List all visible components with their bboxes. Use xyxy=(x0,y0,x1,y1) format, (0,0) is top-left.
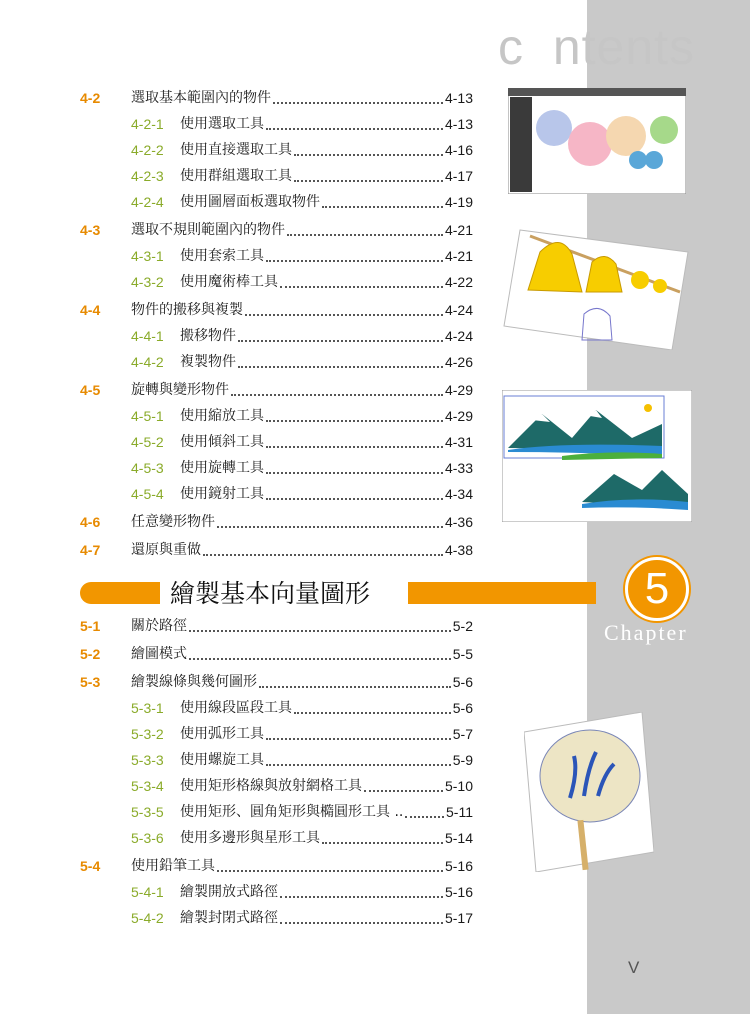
toc-title: 還原與重做 xyxy=(131,542,201,558)
toc-number: 4-2-2 xyxy=(131,142,164,158)
toc-title: 繪製線條與幾何圖形 xyxy=(131,674,257,690)
toc-page: 4-16 xyxy=(444,142,473,158)
toc-number: 5-3 xyxy=(80,674,101,690)
toc-number: 5-4-2 xyxy=(131,910,164,926)
toc-page: 4-24 xyxy=(444,328,473,344)
toc-title: 繪製開放式路徑 xyxy=(180,884,278,900)
chapter-label: Chapter xyxy=(604,620,688,645)
toc-leader-dots xyxy=(259,686,451,688)
toc-number: 4-5-3 xyxy=(131,460,164,476)
toc-number: 5-3-2 xyxy=(131,726,164,742)
mountains-illustration xyxy=(502,390,692,522)
toc-section xyxy=(0,616,750,636)
toc-title: 使用魔術棒工具 xyxy=(180,274,278,290)
toc-number: 5-3-6 xyxy=(131,830,164,846)
toc-title: 選取不規則範圍內的物件 xyxy=(131,222,285,238)
chapter-number-badge: 5 xyxy=(625,557,689,621)
toc-leader-dots xyxy=(266,738,451,740)
toc-page: 4-26 xyxy=(444,354,473,370)
toc-page: 4-13 xyxy=(444,116,473,132)
toc-number: 5-3-3 xyxy=(131,752,164,768)
chapter-title: 繪製基本向量圖形 xyxy=(170,579,371,608)
toc-leader-dots xyxy=(364,790,443,792)
toc-number: 4-6 xyxy=(80,514,101,530)
toc-title: 使用線段區段工具 xyxy=(180,700,292,716)
toc-title: 旋轉與變形物件 xyxy=(131,382,229,398)
toc-number: 4-2 xyxy=(80,90,101,106)
toc-number: 4-3-2 xyxy=(131,274,164,290)
toc-leader-dots xyxy=(266,128,443,130)
toc-number: 4-5 xyxy=(80,382,101,398)
toc-title: 使用套索工具 xyxy=(180,248,264,264)
toc-title: 使用螺旋工具 xyxy=(180,752,264,768)
toc-leader-dots xyxy=(287,234,443,236)
toc-title: 搬移物件 xyxy=(180,328,236,344)
toc-title: 使用傾斜工具 xyxy=(180,434,264,450)
toc-subsection xyxy=(0,352,750,372)
toc-number: 4-3-1 xyxy=(131,248,164,264)
toc-page: 5-2 xyxy=(452,618,473,634)
toc-title: 使用弧形工具 xyxy=(180,726,264,742)
toc-number: 4-5-1 xyxy=(131,408,164,424)
toc-page: 5-9 xyxy=(452,752,473,768)
toc-page: 5-6 xyxy=(452,674,473,690)
toc-title: 使用選取工具 xyxy=(180,116,264,132)
toc-number: 4-7 xyxy=(80,542,101,558)
toc-leader-dots xyxy=(217,870,443,872)
toc-title: 使用群組選取工具 xyxy=(180,168,292,184)
toc-leader-dots xyxy=(322,842,443,844)
toc-title: 使用矩形格線與放射網格工具 xyxy=(180,778,362,794)
chapter-bar-right xyxy=(408,582,596,604)
toc-page: 4-36 xyxy=(444,514,473,530)
toc-number: 5-4 xyxy=(80,858,101,874)
toc-number: 4-5-2 xyxy=(131,434,164,450)
toc-page: 4-22 xyxy=(444,274,473,290)
toc-leader-dots xyxy=(203,554,443,556)
toc-leader-dots xyxy=(217,526,443,528)
toc-page: 4-19 xyxy=(444,194,473,210)
toc-section xyxy=(0,644,750,664)
fan-illustration xyxy=(524,712,654,872)
toc-section xyxy=(0,672,750,692)
toc-number: 5-1 xyxy=(80,618,101,634)
toc-page: 4-21 xyxy=(444,248,473,264)
toc-leader-dots xyxy=(266,764,451,766)
toc-page: 4-13 xyxy=(444,90,473,106)
toc-number: 5-3-5 xyxy=(131,804,164,820)
toc-page: 5-5 xyxy=(452,646,473,662)
toc-leader-dots xyxy=(266,446,443,448)
toc-leader-dots xyxy=(294,180,443,182)
toc-number: 4-4 xyxy=(80,302,101,318)
toc-page: 4-29 xyxy=(444,382,473,398)
bells-illustration xyxy=(500,222,690,350)
toc-title: 使用直接選取工具 xyxy=(180,142,292,158)
toc-title: 物件的搬移與複製 xyxy=(131,302,243,318)
toc-leader-dots xyxy=(238,366,443,368)
toc-number: 5-4-1 xyxy=(131,884,164,900)
toc-subsection xyxy=(0,882,750,902)
toc-leader-dots xyxy=(189,658,451,660)
toc-page: 4-17 xyxy=(444,168,473,184)
toc-subsection xyxy=(0,192,750,212)
toc-title: 使用鏡射工具 xyxy=(180,486,264,502)
toc-title: 使用縮放工具 xyxy=(180,408,264,424)
toc-leader-dots xyxy=(266,420,443,422)
toc-page: 4-31 xyxy=(444,434,473,450)
toc-leader-dots xyxy=(266,498,443,500)
toc-number: 5-3-4 xyxy=(131,778,164,794)
toc-page: 4-38 xyxy=(444,542,473,558)
toc-title: 使用圖層面板選取物件 xyxy=(180,194,320,210)
toc-leader-dots xyxy=(405,816,444,818)
toc-leader-dots xyxy=(266,472,443,474)
toc-number: 4-4-2 xyxy=(131,354,164,370)
toc-page: 5-6 xyxy=(452,700,473,716)
toc-leader-dots xyxy=(280,922,443,924)
toc-title: 繪圖模式 xyxy=(131,646,187,662)
toc-title: 使用旋轉工具 xyxy=(180,460,264,476)
toc-leader-dots xyxy=(322,206,443,208)
toc-page: 5-11 xyxy=(446,804,473,820)
toc-leader-dots xyxy=(238,340,443,342)
toc-leader-dots xyxy=(189,630,451,632)
toc-number: 5-2 xyxy=(80,646,101,662)
toc-leader-dots xyxy=(266,260,443,262)
screenshot-thumbnail-image xyxy=(508,88,686,194)
toc-title: 任意變形物件 xyxy=(131,514,215,530)
toc-title: 繪製封閉式路徑 xyxy=(180,910,278,926)
toc-page: 5-7 xyxy=(452,726,473,742)
toc-page: 5-17 xyxy=(444,910,473,926)
toc-number: 4-2-4 xyxy=(131,194,164,210)
toc-subsection xyxy=(0,908,750,928)
toc-page: 5-16 xyxy=(444,884,473,900)
toc-leader-dots xyxy=(280,896,443,898)
chapter-bar-left xyxy=(80,582,160,604)
toc-leader-dots xyxy=(273,102,443,104)
toc-leader-dots xyxy=(294,154,443,156)
toc-page: 4-24 xyxy=(444,302,473,318)
toc-page: 5-14 xyxy=(444,830,473,846)
toc-number: 4-5-4 xyxy=(131,486,164,502)
toc-section xyxy=(0,540,750,560)
toc-title: 使用多邊形與星形工具 xyxy=(180,830,320,846)
toc-title: 選取基本範圍內的物件 xyxy=(131,90,271,106)
toc-leader-dots xyxy=(231,394,443,396)
toc-page: 4-29 xyxy=(444,408,473,424)
toc-number: 4-2-3 xyxy=(131,168,164,184)
toc-number: 4-2-1 xyxy=(131,116,164,132)
toc-title: 關於路徑 xyxy=(131,618,187,634)
toc-page: 4-34 xyxy=(444,486,473,502)
toc-page: 5-10 xyxy=(444,778,473,794)
toc-leader-dots xyxy=(294,712,451,714)
toc-title: 使用矩形、圓角矩形與橢圓形工具 .. xyxy=(180,804,404,820)
toc-leader-dots xyxy=(280,286,443,288)
toc-title: 使用鉛筆工具 xyxy=(131,858,215,874)
toc-number: 5-3-1 xyxy=(131,700,164,716)
page-number: V xyxy=(628,958,640,977)
toc-title: 複製物件 xyxy=(180,354,236,370)
toc-leader-dots xyxy=(245,314,443,316)
toc-number: 4-3 xyxy=(80,222,101,238)
toc-page: 5-16 xyxy=(444,858,473,874)
contents-heading: contents xyxy=(498,19,696,75)
toc-page: 4-21 xyxy=(444,222,473,238)
toc-page: 4-33 xyxy=(444,460,473,476)
toc-number: 4-4-1 xyxy=(131,328,164,344)
